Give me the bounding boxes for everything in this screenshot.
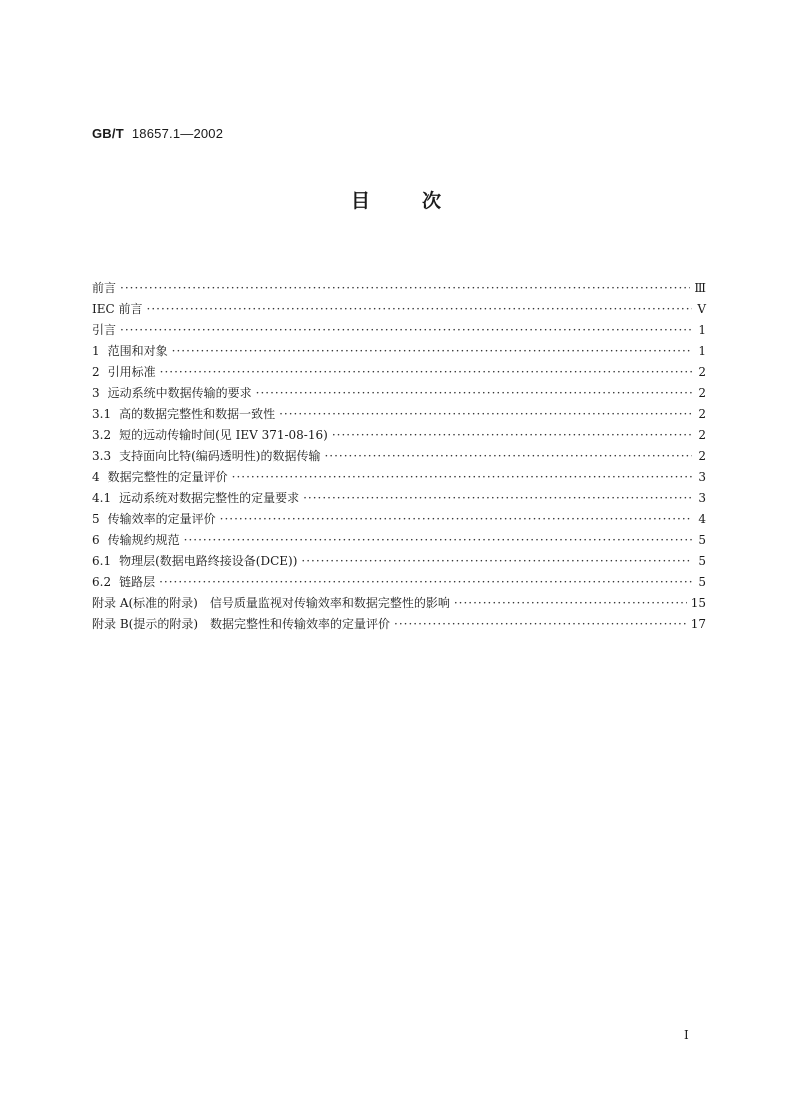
toc-entry[interactable] — [92, 383, 706, 404]
toc-leader-dots — [147, 299, 693, 320]
toc-entry-label: 远动系统对数据完整性的定量要求 — [119, 491, 300, 505]
toc-entry-label: IEC 前言 — [92, 302, 143, 316]
title-char-1: 目 — [350, 190, 370, 212]
toc-entry-number: 3.3 — [92, 449, 112, 463]
toc-entry-title — [92, 341, 168, 362]
toc-entry-label: 附录 B(提示的附录) 数据完整性和传输效率的定量评价 — [92, 617, 390, 631]
toc-entry-label: 物理层(数据电路终接设备(DCE)) — [119, 554, 298, 568]
toc-leader-dots — [120, 320, 692, 341]
toc-entry-title — [92, 278, 116, 299]
toc-entry-page: 2 — [698, 407, 706, 421]
toc-entry-title — [92, 383, 252, 404]
toc-entry-page: 4 — [698, 512, 706, 526]
document-id — [92, 126, 223, 141]
toc-leader-dots — [301, 551, 692, 572]
toc-entry-page: 2 — [698, 365, 706, 379]
toc-entry-title — [92, 299, 143, 320]
table-of-contents — [92, 278, 706, 635]
toc-entry-title — [92, 551, 297, 572]
document-number: 18657.1—2002 — [131, 126, 224, 141]
page-title — [0, 186, 792, 213]
toc-entry-label: 数据完整性的定量评价 — [107, 470, 228, 484]
toc-leader-dots — [324, 446, 692, 467]
toc-leader-dots — [279, 404, 692, 425]
toc-entry-page: 1 — [698, 323, 706, 337]
toc-entry-number: 6.2 — [92, 575, 112, 589]
toc-entry-page: 5 — [698, 575, 706, 589]
toc-entry-label: 短的远动传输时间(见 IEV 371-08-16) — [119, 428, 328, 442]
toc-leader-dots — [303, 488, 692, 509]
toc-entry-number: 3.2 — [92, 428, 112, 442]
toc-leader-dots — [184, 530, 692, 551]
toc-entry-number: 6 — [92, 533, 100, 547]
toc-entry-number: 2 — [92, 365, 100, 379]
toc-entry-title — [92, 446, 320, 467]
toc-entry[interactable] — [92, 467, 706, 488]
toc-entry[interactable] — [92, 509, 706, 530]
toc-entry[interactable] — [92, 362, 706, 383]
toc-entry[interactable] — [92, 488, 706, 509]
toc-entry-title — [92, 488, 299, 509]
toc-entry-number: 5 — [92, 512, 100, 526]
toc-entry-title — [92, 320, 116, 341]
toc-entry[interactable] — [92, 551, 706, 572]
toc-entry[interactable] — [92, 299, 706, 320]
toc-leader-dots — [332, 425, 692, 446]
toc-leader-dots — [232, 467, 692, 488]
toc-entry-page: 15 — [690, 596, 706, 610]
toc-entry-label: 支持面向比特(编码透明性)的数据传输 — [119, 449, 321, 463]
toc-entry-label: 传输规约规范 — [107, 533, 180, 547]
toc-entry[interactable] — [92, 404, 706, 425]
toc-entry-page: 2 — [698, 386, 706, 400]
toc-entry-number: 4.1 — [92, 491, 112, 505]
toc-entry-title — [92, 572, 155, 593]
toc-entry[interactable] — [92, 320, 706, 341]
toc-entry[interactable] — [92, 425, 706, 446]
toc-entry-number: 3 — [92, 386, 100, 400]
page-number: I — [684, 1028, 689, 1042]
toc-entry-title — [92, 509, 216, 530]
toc-entry[interactable] — [92, 593, 706, 614]
toc-entry-label: 附录 A(标准的附录) 信号质量监视对传输效率和数据完整性的影响 — [92, 596, 450, 610]
toc-entry-label: 引言 — [92, 323, 117, 337]
toc-entry-title — [92, 425, 328, 446]
toc-entry-number: 6.1 — [92, 554, 112, 568]
toc-entry-page: Ⅲ — [694, 281, 706, 295]
toc-entry-number: 3.1 — [92, 407, 112, 421]
toc-leader-dots — [120, 278, 690, 299]
toc-entry-page: 3 — [698, 491, 706, 505]
toc-entry-page: 5 — [698, 533, 706, 547]
title-char-2: 次 — [422, 190, 442, 212]
toc-entry-number: 1 — [92, 344, 100, 358]
toc-leader-dots — [394, 614, 687, 635]
toc-leader-dots — [256, 383, 692, 404]
toc-entry[interactable] — [92, 530, 706, 551]
toc-entry-label: 引用标准 — [107, 365, 156, 379]
toc-entry-page: Ⅴ — [697, 302, 706, 316]
toc-entry-title — [92, 614, 390, 635]
toc-leader-dots — [172, 341, 692, 362]
toc-entry[interactable] — [92, 614, 706, 635]
document-prefix: GB/T — [92, 126, 124, 141]
toc-entry-title — [92, 404, 275, 425]
toc-leader-dots — [220, 509, 692, 530]
toc-entry-page: 5 — [698, 554, 706, 568]
toc-entry-title — [92, 362, 156, 383]
toc-entry-label: 链路层 — [119, 575, 156, 589]
toc-leader-dots — [454, 593, 687, 614]
toc-entry-title — [92, 467, 228, 488]
toc-entry-page: 17 — [690, 617, 706, 631]
toc-entry-label: 传输效率的定量评价 — [107, 512, 216, 526]
toc-entry-page: 2 — [698, 449, 706, 463]
toc-leader-dots — [159, 572, 692, 593]
toc-entry-number: 4 — [92, 470, 100, 484]
toc-entry-label: 高的数据完整性和数据一致性 — [119, 407, 276, 421]
toc-leader-dots — [160, 362, 692, 383]
toc-entry[interactable] — [92, 278, 706, 299]
toc-entry-label: 远动系统中数据传输的要求 — [107, 386, 252, 400]
toc-entry[interactable] — [92, 572, 706, 593]
toc-entry-label: 前言 — [92, 281, 117, 295]
toc-entry-page: 1 — [698, 344, 706, 358]
toc-entry-page: 2 — [698, 428, 706, 442]
toc-entry[interactable] — [92, 446, 706, 467]
toc-entry-label: 范围和对象 — [107, 344, 168, 358]
toc-entry[interactable] — [92, 341, 706, 362]
toc-entry-title — [92, 593, 450, 614]
toc-entry-title — [92, 530, 180, 551]
toc-entry-page: 3 — [698, 470, 706, 484]
